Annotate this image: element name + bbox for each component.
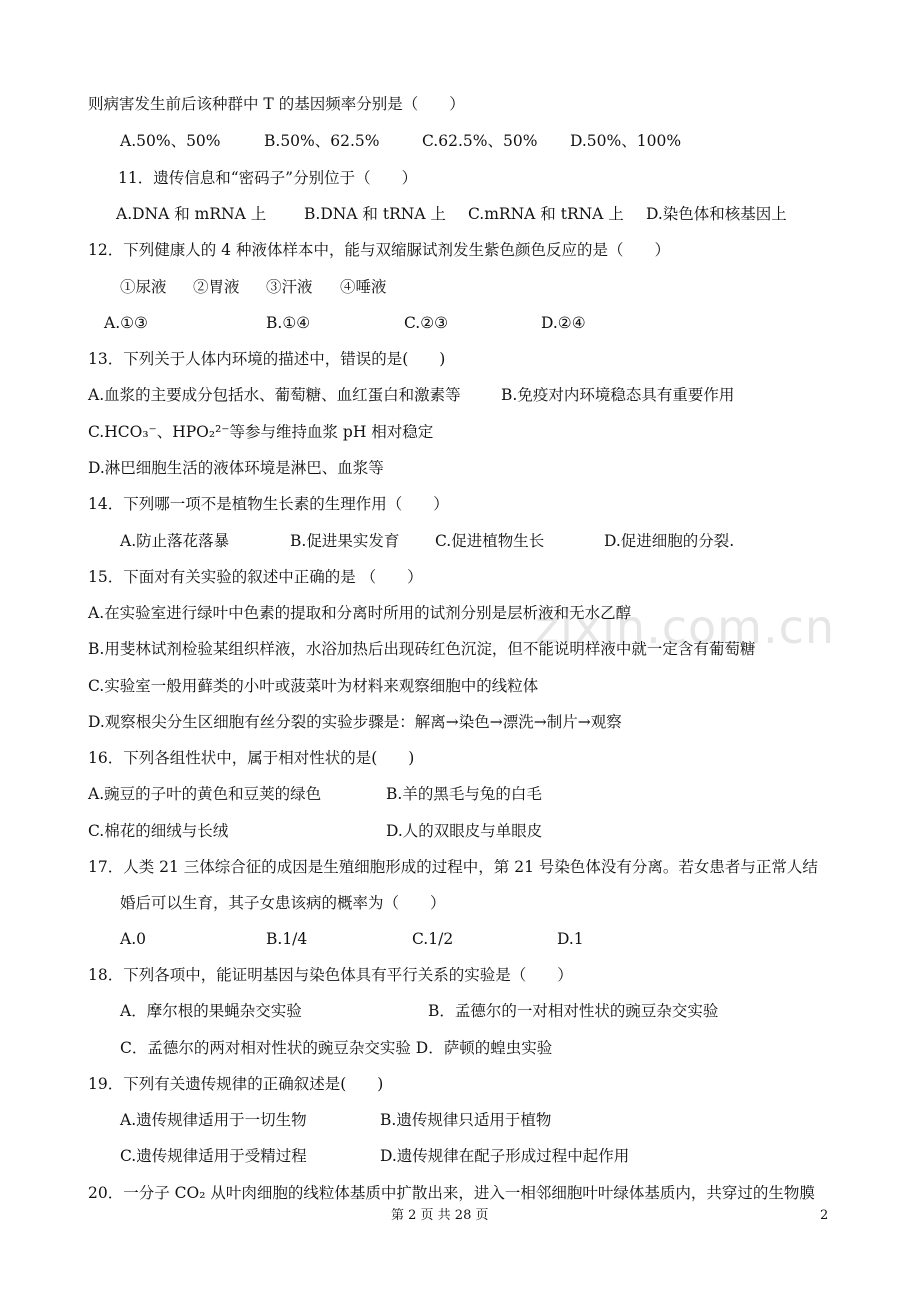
line-segment: D.遗传规律在配子形成过程中起作用 (380, 1147, 630, 1165)
text-line (0, 891, 920, 915)
line-segment: C.62.5%、50% (422, 132, 538, 150)
line-segment: A.遗传规律适用于一切生物 (120, 1111, 307, 1129)
line-segment: B.50%、62.5% (264, 132, 380, 150)
line-segment: D.促进细胞的分裂. (604, 532, 735, 550)
line-segment: A．摩尔根的果蝇杂交实验 (120, 1002, 302, 1020)
line-segment: A.在实验室进行绿叶中色素的提取和分离时所用的试剂分别是层析液和无水乙醇 (88, 604, 632, 622)
text-line (0, 819, 920, 843)
text-line (0, 383, 920, 407)
line-segment: D.染色体和核基因上 (646, 205, 787, 223)
line-segment: C.实验室一般用藓类的小叶或菠菜叶为材料来观察细胞中的线粒体 (88, 677, 539, 695)
text-line (0, 92, 920, 116)
line-segment: 则病害发生前后该种群中 T 的基因频率分别是（ ） (88, 95, 465, 113)
line-segment: B.羊的黑毛与兔的白毛 (386, 785, 542, 803)
line-segment: B.1/4 (266, 930, 308, 948)
line-segment: A.DNA 和 mRNA 上 (116, 205, 267, 223)
text-line (0, 1108, 920, 1132)
line-segment: B.①④ (266, 314, 311, 332)
text-line (0, 1181, 920, 1205)
page-number: 2 (820, 1208, 829, 1223)
watermark: zixin.com.cn (535, 600, 836, 654)
text-line (0, 129, 920, 153)
line-segment: 11．遗传信息和“密码子”分别位于（ ） (118, 169, 418, 187)
text-line (0, 963, 920, 987)
text-line (0, 1072, 920, 1096)
line-segment: D.观察根尖分生区细胞有丝分裂的实验步骤是：解离→染色→漂洗→制片→观察 (88, 713, 622, 731)
line-segment: 16．下列各组性状中，属于相对性状的是( ) (88, 749, 415, 767)
page-footer (0, 1206, 920, 1226)
line-segment: C.mRNA 和 tRNA 上 (468, 205, 624, 223)
line-segment: 14．下列哪一项不是植物生长素的生理作用（ ） (88, 495, 449, 513)
line-segment: 13．下列关于人体内环境的描述中，错误的是( ) (88, 350, 446, 368)
text-line (0, 420, 920, 444)
line-segment: ①尿液 (120, 278, 167, 296)
text-line (0, 999, 920, 1023)
line-segment: 12．下列健康人的 4 种液体样本中，能与双缩脲试剂发生紫色颜色反应的是（ ） (88, 241, 670, 259)
line-segment: C.促进植物生长 (435, 532, 545, 550)
line-segment: D.50%、100% (570, 132, 682, 150)
line-segment: B．孟德尔的一对相对性状的豌豆杂交实验 (428, 1002, 719, 1020)
line-segment: C．孟德尔的两对相对性状的豌豆杂交实验 D．萨顿的蝗虫实验 (120, 1039, 553, 1057)
line-segment: C.遗传规律适用于受精过程 (120, 1147, 307, 1165)
text-line (0, 529, 920, 553)
text-line (0, 855, 920, 879)
line-segment: A.0 (120, 930, 146, 948)
text-line (0, 238, 920, 262)
text-line (0, 347, 920, 371)
text-line (0, 601, 920, 625)
text-line (0, 674, 920, 698)
text-line (0, 1144, 920, 1168)
line-segment: A.豌豆的子叶的黄色和豆荚的绿色 (88, 785, 322, 803)
text-line (0, 1036, 920, 1060)
line-segment: D.人的双眼皮与单眼皮 (386, 822, 543, 840)
line-segment: B.促进果实发育 (290, 532, 400, 550)
text-line (0, 275, 920, 299)
line-segment: D.1 (557, 930, 584, 948)
line-segment: B.免疫对内环境稳态具有重要作用 (501, 386, 735, 404)
line-segment: A.防止落花落暴 (120, 532, 230, 550)
line-segment: 20．一分子 CO₂ 从叶肉细胞的线粒体基质中扩散出来，进入一相邻细胞叶叶绿体基质内，共穿过的生物膜 (88, 1184, 815, 1202)
line-segment: B.用斐林试剂检验某组织样液，水浴加热后出现砖红色沉淀，但不能说明样液中就一定含有葡萄糖 (88, 640, 756, 658)
line-segment: D.淋巴细胞生活的液体环境是淋巴、血浆等 (88, 459, 384, 477)
text-line (0, 637, 920, 661)
line-segment: A.血浆的主要成分包括水、葡萄糖、血红蛋白和激素等 (88, 386, 461, 404)
line-segment: B.DNA 和 tRNA 上 (304, 205, 446, 223)
line-segment: 15．下面对有关实验的叙述中正确的是 （ ） (88, 568, 423, 586)
line-segment: 17．人类 21 三体综合征的成因是生殖细胞形成的过程中，第 21 号染色体没有分离。若女患者与正常人结 (88, 858, 818, 876)
page-number-label: 第 2 页 共 28 页 (391, 1208, 489, 1223)
text-line (0, 710, 920, 734)
text-line (0, 492, 920, 516)
text-line (0, 746, 920, 770)
line-segment: D.②④ (541, 314, 586, 332)
text-line (0, 311, 920, 335)
line-segment: C.棉花的细绒与长绒 (88, 822, 229, 840)
line-segment: 18．下列各项中，能证明基因与染色体具有平行关系的实验是（ ） (88, 966, 573, 984)
line-segment: C.1/2 (412, 930, 454, 948)
line-segment: ④唾液 (340, 278, 387, 296)
line-segment: ③汗液 (266, 278, 313, 296)
line-segment: ②胃液 (193, 278, 240, 296)
text-line (0, 166, 920, 190)
line-segment: C.HCO₃⁻、HPO₂²⁻等参与维持血浆 pH 相对稳定 (88, 423, 434, 441)
line-segment: A.50%、50% (120, 132, 221, 150)
text-line (0, 927, 920, 951)
line-segment: C.②③ (404, 314, 449, 332)
text-line (0, 456, 920, 480)
text-line (0, 202, 920, 226)
line-segment: B.遗传规律只适用于植物 (380, 1111, 552, 1129)
text-line (0, 782, 920, 806)
text-line (0, 565, 920, 589)
line-segment: 婚后可以生育，其子女患该病的概率为（ ） (120, 894, 446, 912)
line-segment: A.①③ (104, 314, 148, 332)
line-segment: 19．下列有关遗传规律的正确叙述是( ) (88, 1075, 384, 1093)
